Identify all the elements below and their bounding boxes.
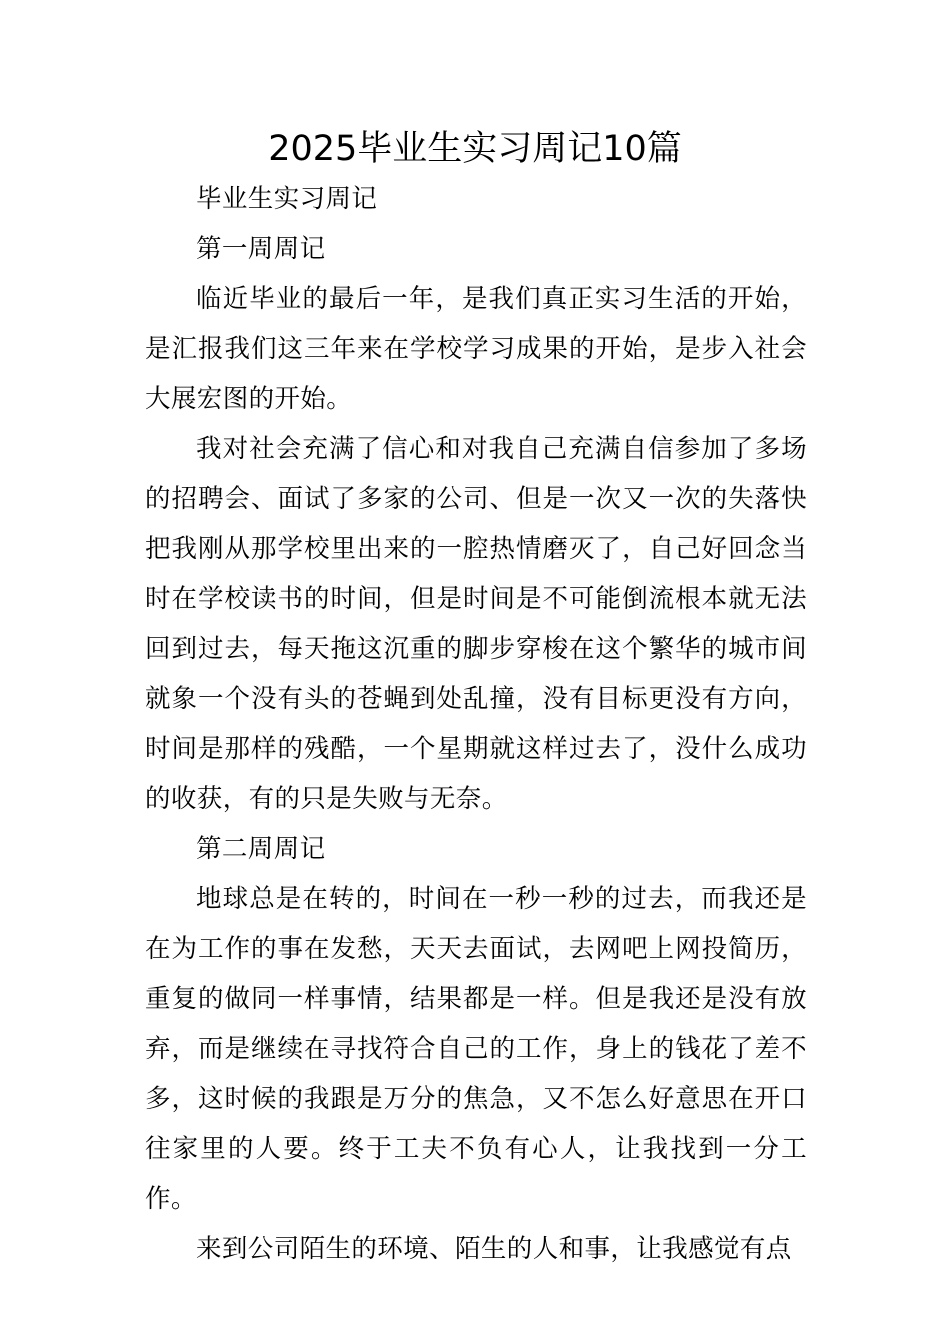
document-title: 2025毕业生实习周记10篇: [268, 129, 682, 169]
week-two-heading: 第二周周记: [196, 834, 326, 864]
body-paragraph: 地球总是在转的，时间在一秒一秒的过去，而我还是在为工作的事在发愁，天天去面试，去网吧上网投简历，重复的做同一样事情，结果都是一样。但是我还是没有放弃，而是继续在寻找符合自己的工作，身上的钱花了差不多，这时候的我跟是万分的焦急，又不怎么好意思在开口往家里的人要。终于工夫不负有心人，让我找到一分工作。: [145, 884, 807, 1214]
subtitle-paragraph: 毕业生实习周记: [196, 184, 378, 214]
document-body: [145, 174, 807, 1274]
week-one-heading: 第一周周记: [196, 234, 326, 264]
body-paragraph: 临近毕业的最后一年，是我们真正实习生活的开始，是汇报我们这三年来在学校学习成果的开始，是步入社会大展宏图的开始。: [145, 284, 807, 414]
body-paragraph: 来到公司陌生的环境、陌生的人和事，让我感觉有点: [196, 1234, 792, 1264]
body-paragraph: 我对社会充满了信心和对我自己充满自信参加了多场的招聘会、面试了多家的公司、但是一次又一次的失落快把我刚从那学校里出来的一腔热情磨灭了，自己好回念当时在学校读书的时间，但是时间是不可能倒流根本就无法回到过去，每天拖这沉重的脚步穿梭在这个繁华的城市间就象一个没有头的苍蝇到处乱撞，没有目标更没有方向，时间是那样的残酷，一个星期就这样过去了，没什么成功的收获，有的只是失败与无奈。: [145, 434, 807, 814]
